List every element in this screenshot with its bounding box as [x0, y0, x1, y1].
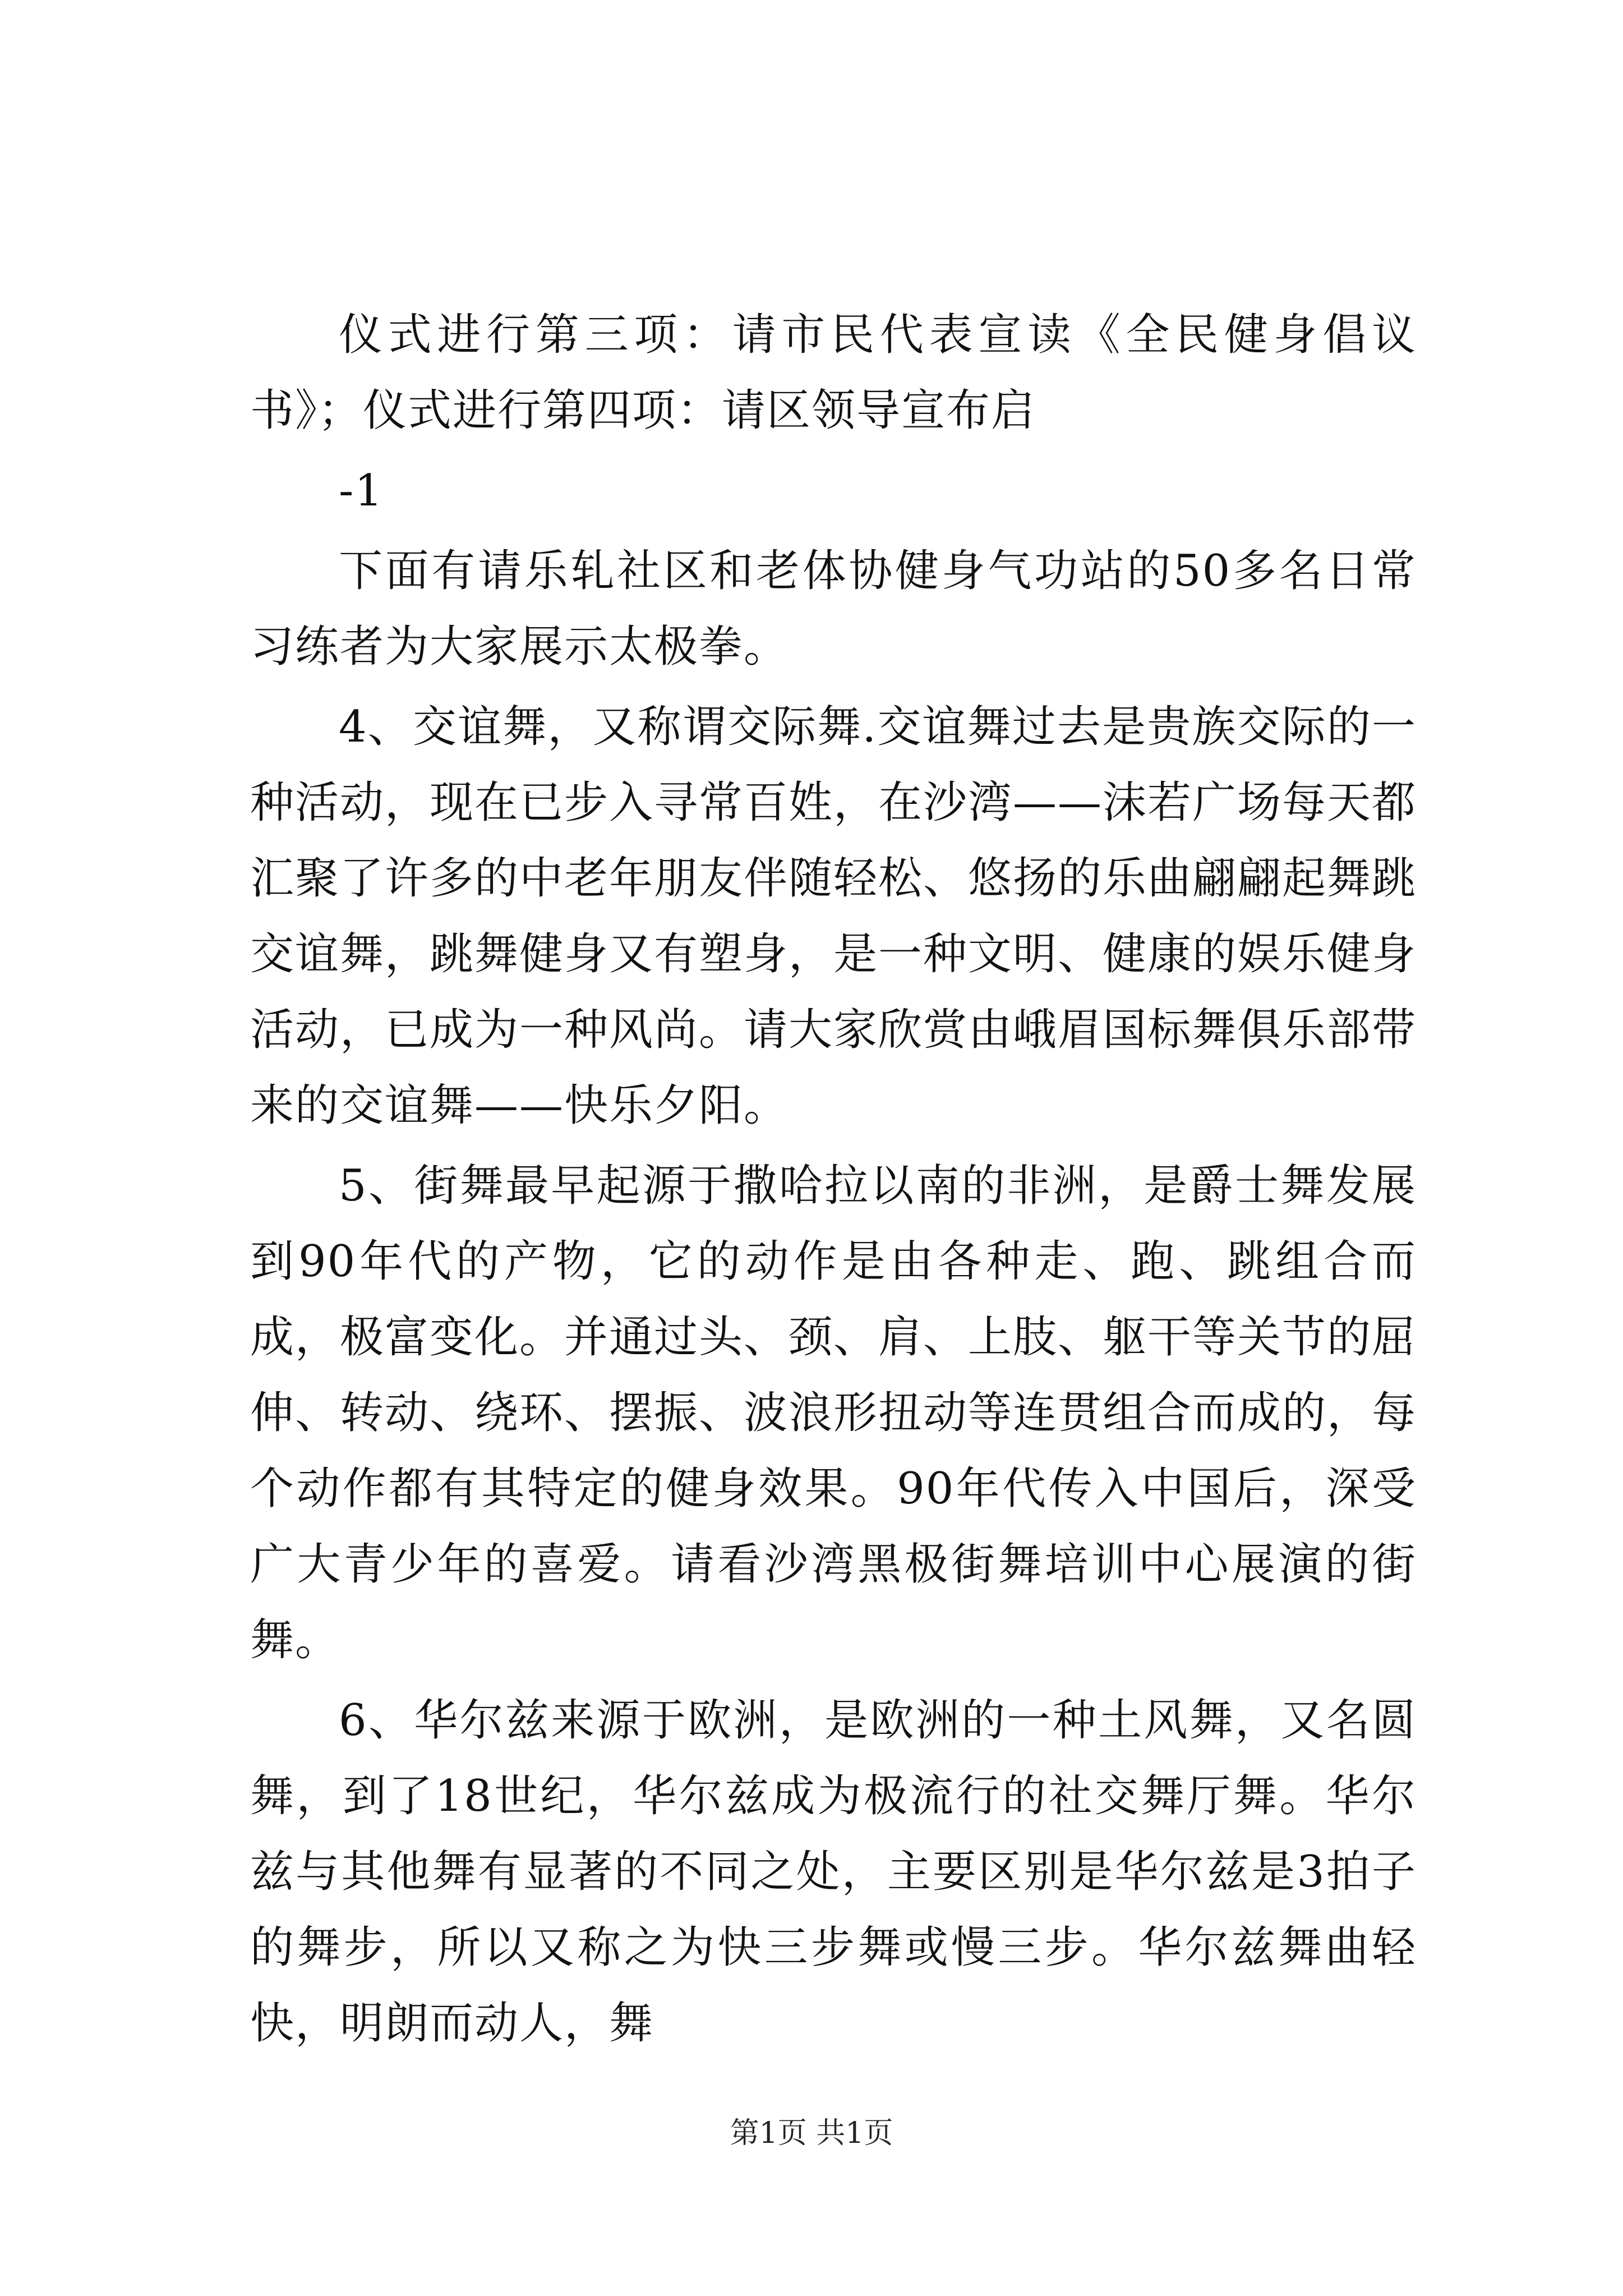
paragraph-page-marker: -1 — [339, 466, 384, 516]
paragraph-street-dance: 5、街舞最早起源于撒哈拉以南的非洲，是爵士舞发展到90年代的产物，它的动作是由各种走、跑、跳组合而成，极富变化。并通过头、颈、肩、上肢、躯干等关节的屈伸、转动、绕环、摆振、波浪形扭动等连贯组合而成的，每个动作都有其特定的健身效果。90年代传入中国后，深受广大青少年的喜爱。请看沙湾黑极街舞培训中心展演的街舞。 — [250, 1161, 1417, 1665]
document-body — [250, 297, 1417, 2066]
paragraph-taichi: 下面有请乐轧社区和老体协健身气功站的50多名日常习练者为大家展示太极拳。 — [250, 546, 1417, 672]
paragraph-ballroom-dance: 4、交谊舞，又称谓交际舞.交谊舞过去是贵族交际的一种活动，现在已步入寻常百姓，在沙湾——沫若广场每天都汇聚了许多的中老年朋友伴随轻松、悠扬的乐曲翩翩起舞跳交谊舞，跳舞健身又有塑身，是一种文明、健康的娱乐健身活动，已成为一种风尚。请大家欣赏由峨眉国标舞俱乐部带来的交谊舞——快乐夕阳。 — [250, 702, 1417, 1131]
paragraph-waltz: 6、华尔兹来源于欧洲，是欧洲的一种土风舞，又名圆舞，到了18世纪，华尔兹成为极流行的社交舞厅舞。华尔兹与其他舞有显著的不同之处，主要区别是华尔兹是3拍子的舞步，所以又称之为快三步舞或慢三步。华尔兹舞曲轻快，明朗而动人，舞 — [250, 1695, 1417, 2049]
page-footer: 第1页 共1页 — [730, 2116, 893, 2150]
paragraph-ceremony: 仪式进行第三项：请市民代表宣读《全民健身倡议书》；仪式进行第四项：请区领导宣布启 — [250, 310, 1417, 436]
